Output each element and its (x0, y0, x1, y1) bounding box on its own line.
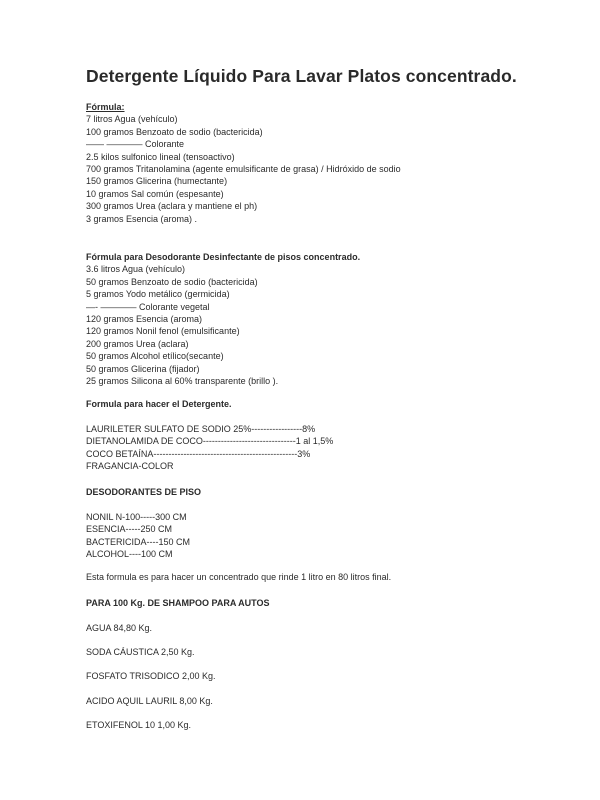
formula-1-section (86, 101, 401, 225)
formula-2-line: 50 gramos Glicerina (fijador) (86, 363, 200, 374)
formula-5-line: ACIDO AQUIL LAURIL 8,00 Kg. (86, 696, 213, 706)
formula-1-line: 3 gramos Esencia (aroma) . (86, 213, 198, 224)
formula-2-line: 50 gramos Benzoato de sodio (bactericida) (86, 276, 258, 287)
formula-5-line: FOSFATO TRISODICO 2,00 Kg. (86, 671, 216, 681)
formula-5-line: ETOXIFENOL 10 1,00 Kg. (86, 720, 192, 730)
formula-4-line: NONIL N-100-----300 CM (86, 512, 187, 522)
formula-2-line: 120 gramos Nonil fenol (emulsificante) (86, 326, 240, 337)
formula-4-line: ALCOHOL----100 CM (86, 549, 173, 560)
formula-2-line: 200 gramos Urea (aclara) (86, 338, 189, 349)
formula-4-line: BACTERICIDA----150 CM (86, 536, 191, 547)
formula-1-line: —— ———— Colorante (86, 139, 185, 150)
formula-1-line: 100 gramos Benzoato de sodio (bactericida) (86, 126, 263, 137)
formula-1-line: 7 litros Agua (vehículo) (86, 114, 178, 125)
formula-3-section (86, 423, 333, 473)
formula-2-section (86, 251, 360, 387)
formula-1-line: 10 gramos Sal común (espesante) (86, 188, 224, 199)
formula-2-line: 25 gramos Silicona al 60% transparente (brillo ). (86, 375, 279, 386)
formula-4-heading: DESODORANTES DE PISO (86, 487, 202, 497)
formula-5-heading: PARA 100 Kg. DE SHAMPOO PARA AUTOS (86, 598, 270, 608)
formula-2-line: 50 gramos Alcohol etílico(secante) (86, 351, 224, 362)
formula-2-heading: Fórmula para Desodorante Desinfectante de pisos concentrado. (86, 252, 361, 262)
formula-2-line: 5 gramos Yodo metálico (germicida) (86, 289, 230, 300)
formula-1-heading: Fórmula: (86, 102, 125, 112)
formula-1-line: 300 gramos Urea (aclara y mantiene el ph) (86, 201, 258, 212)
formula-5-line: SODA CÁUSTICA 2,50 Kg. (86, 647, 195, 657)
document-title: Detergente Líquido Para Lavar Platos concentrado. (86, 66, 517, 86)
formula-5-line: AGUA 84,80 Kg. (86, 623, 153, 633)
formula-2-line: —- ———— Colorante vegetal (86, 301, 210, 312)
formula-1-line: 150 gramos Glicerina (humectante) (86, 176, 228, 187)
formula-3-heading: Formula para hacer el Detergente. (86, 399, 232, 409)
formula-4-line: ESENCIA-----250 CM (86, 524, 173, 535)
formula-2-line: 3.6 litros Agua (vehículo) (86, 264, 186, 275)
formula-3-line: FRAGANCIA-COLOR (86, 461, 174, 472)
formula-4-note: Esta formula es para hacer un concentrado que rinde 1 litro en 80 litros final. (86, 572, 392, 582)
formula-2-line: 120 gramos Esencia (aroma) (86, 313, 203, 324)
formula-3-line: LAURILETER SULFATO DE SODIO 25%-----------------8% (86, 424, 316, 434)
formula-3-line: COCO BETAÍNA------------------------------------------------3% (86, 448, 311, 459)
formula-4-section (86, 511, 190, 561)
formula-1-line: 2.5 kilos sulfonico lineal (tensoactivo) (86, 151, 235, 162)
formula-1-line: 700 gramos Tritanolamina (agente emulsificante de grasa) / Hidróxido de sodio (86, 163, 401, 174)
formula-3-line: DIETANOLAMIDA DE COCO-------------------------------1 al 1,5% (86, 436, 334, 447)
